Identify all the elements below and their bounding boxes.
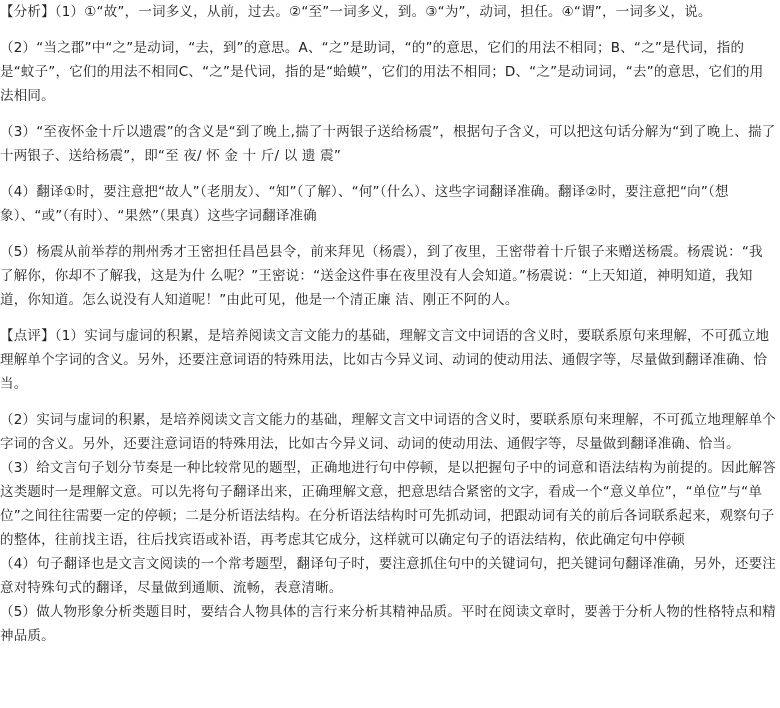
comment-paragraph-3: （3）给文言句子划分节奏是一种比较常见的题型，正确地进行句中停顿，是以把握句子中的词意和语法结构为前提的。因此解答这类题时一是理解文意。可以先将句子翻译出来，正确理解文意，把意思结合紧密的文字，看成一个“意义单位”，“单位”与“单位”之间往往需要一定的停顿；二是分析语法结构。在分析语法结构时可先抓动词，把跟动词有关的前后各词联系起来，观察句子的整体，往前找主语，往后找宾语或补语，再考虑其它成分，这样就可以确定句子的语法结构，依此确定句中停顿 (0, 460, 776, 548)
comment-paragraph-4: （4）句子翻译也是文言文阅读的一个常考题型，翻译句子时，要注意抓住句中的关键词句，把关键词句翻译准确，另外，还要注意对特殊句式的翻译，尽量做到通顺、流畅，表意清晰。 (0, 556, 776, 596)
comment-paragraph-5: （5）做人物形象分析类题目时，要结合人物具体的言行来分析其精神品质。平时在阅读文章时，要善于分析人物的性格特点和精神品质。 (0, 604, 776, 644)
analysis-paragraph-2: （2）“当之郡”中“之”是动词，“去，到”的意思。A、“之”是助词，“的”的意思，它们的用法不相同；B、“之”是代词，指的是“蚊子”，它们的用法不相同C、“之”是代词，指的是“蛤蟆”，它们的用法不相同；D、“之”是动词词，“去”的意思，它们的用法相同。 (0, 40, 764, 104)
comment-paragraph-1: 【点评】（1）实词与虚词的积累，是培养阅读文言文能力的基础，理解文言文中词语的含义时，要联系原句来理解，不可孤立地理解单个字词的含义。另外，还要注意词语的特殊用法，比如古今异义词、动词的使动用法、通假字等，尽量做到翻译准确、恰当。 (0, 328, 770, 392)
analysis-paragraph-5: （5）杨震从前举荐的荆州秀才王密担任昌邑县令，前来拜见（杨震），到了夜里，王密带着十斤银子来赠送杨震。杨震说：“我了解你，你却不了解我，这是为什 么呢？”王密说：“送金这件事在夜里没有人会知道。”杨震说：“上天知道，神明知道，我知道，你知道。怎么说没有人知道呢！”由此可见，他是一个清正廉 洁、刚正不阿的人。 (0, 244, 763, 308)
comment-paragraph-2: （2）实词与虚词的积累，是培养阅读文言文能力的基础，理解文言文中词语的含义时，要联系原句来理解，不可孤立地理解单个字词的含义。另外，还要注意词语的特殊用法，比如古今异义词、动词的使动用法、通假字等，尽量做到翻译准确、恰当。 (0, 412, 776, 452)
analysis-paragraph-3: （3）“至夜怀金十斤以遗震”的含义是“到了晚上,揣了十两银子送给杨震”，根据句子含义，可以把这句话分解为“到了晚上、揣了十两银子、送给杨震”，即“至 夜/ 怀 金 十 斤/ 以 遗 震” (0, 124, 776, 164)
analysis-paragraph-4: （4）翻译①时，要注意把“故人”（老朋友）、“知”（了解）、“何”（什么）、这些字词翻译准确。翻译②时，要注意把“向”（想象）、“或”（有时）、“果然”（果真）这些字词翻译准确 (0, 184, 729, 224)
analysis-paragraph-1: 【分析】（1）①“故”，一词多义，从前，过去。②“至”一词多义，到。③“为”，动词，担任。④“谓”，一词多义，说。 (0, 4, 712, 20)
